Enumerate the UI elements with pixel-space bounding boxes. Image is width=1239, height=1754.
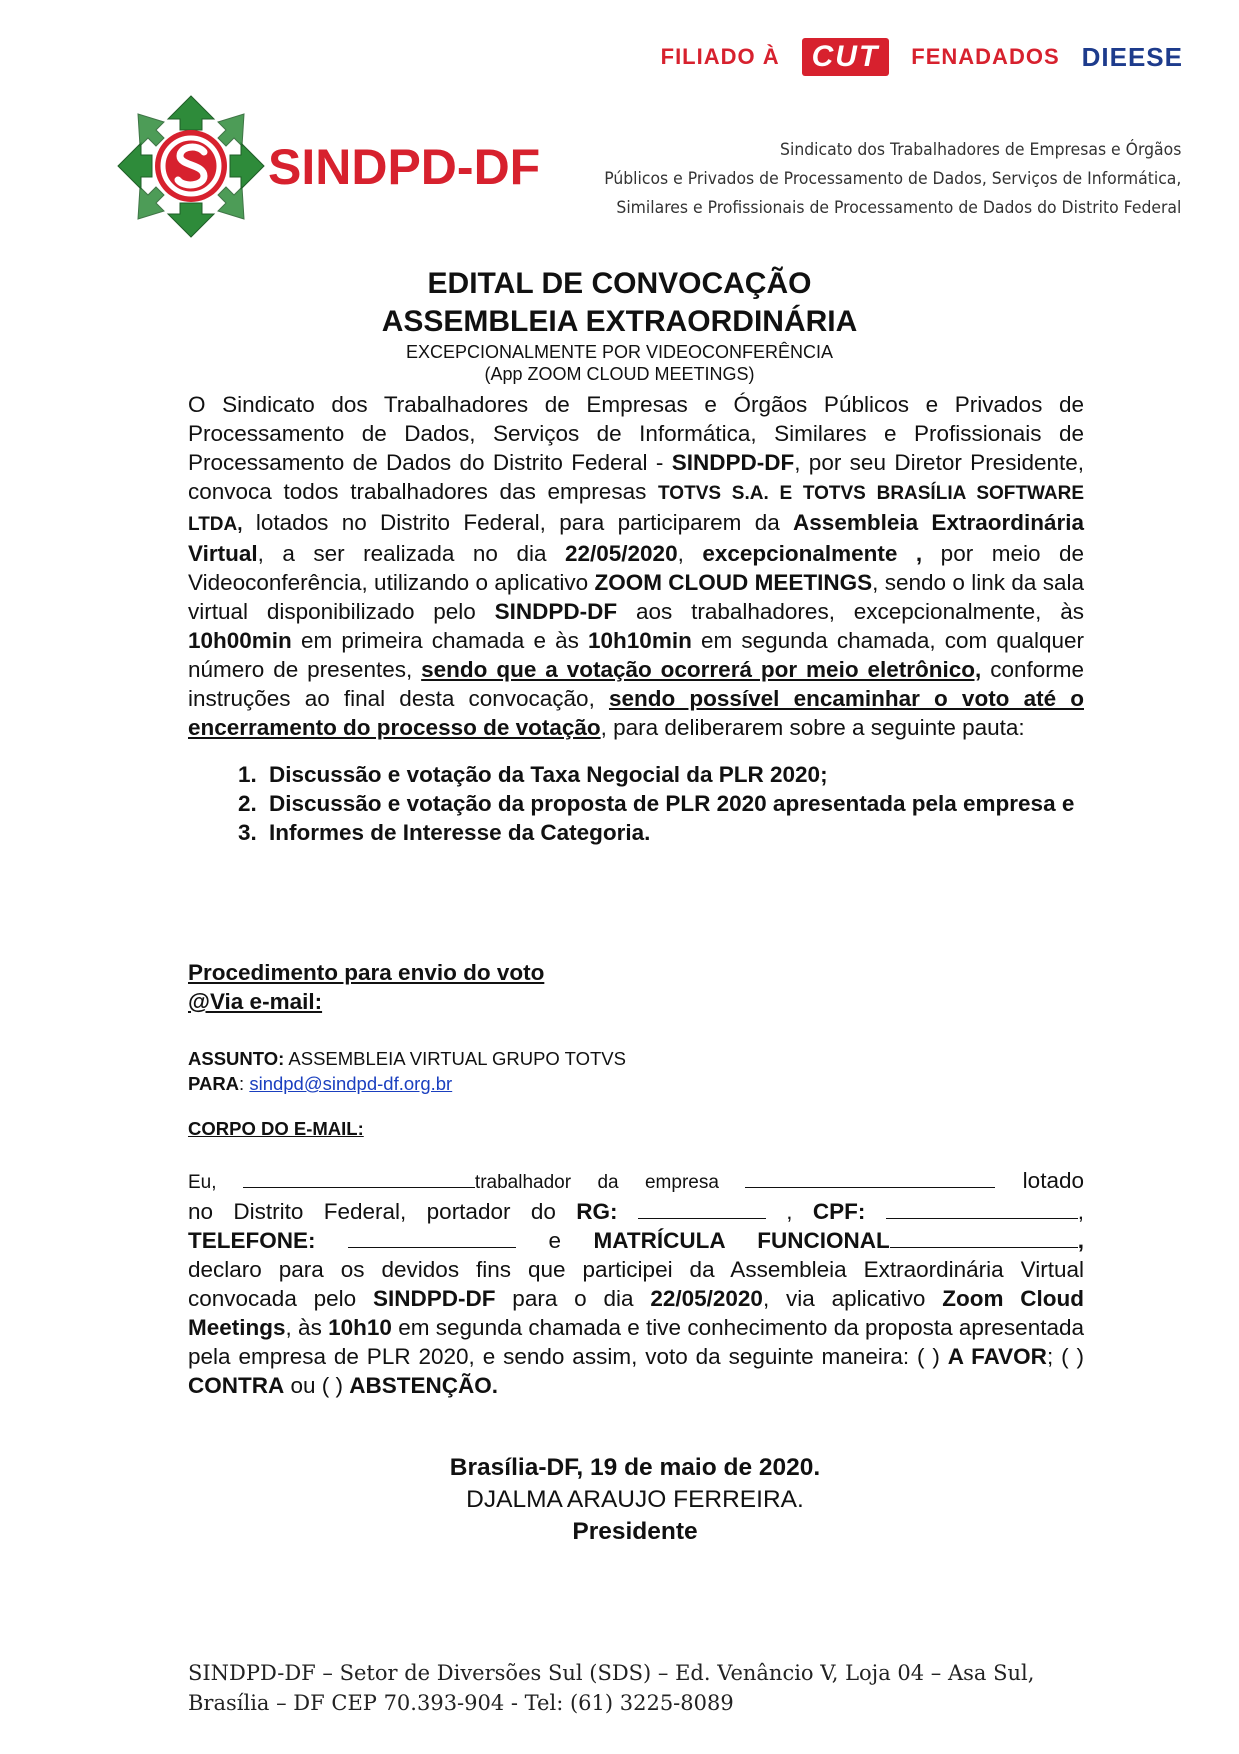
- text-run: aos trabalhadores, excepcionalmente, às: [617, 599, 1084, 624]
- email-link[interactable]: sindpd@sindpd-df.org.br: [249, 1073, 453, 1094]
- signer-role: Presidente: [572, 1518, 698, 1545]
- footer-line: SINDPD-DF – Setor de Diversões Sul (SDS) – Ed. Venâncio V, Loja 04 – Asa Sul,: [188, 1661, 1035, 1685]
- vote-favor-option: A FAVOR: [947, 1344, 1047, 1369]
- place-date: Brasília-DF, 19 de maio de 2020.: [449, 1454, 821, 1481]
- procedure-via: @Via e-mail:: [188, 989, 323, 1014]
- phone-blank[interactable]: [348, 1227, 516, 1248]
- text-run: declaro para os devidos fins que participei da Assembleia Extraordinária Virtual convocada pelo: [188, 1257, 1084, 1311]
- declaration-paragraph: [188, 1255, 1084, 1400]
- text-run: lotados no Distrito Federal, para participarem da: [242, 510, 794, 535]
- document-title-2: ASSEMBLEIA EXTRAORDINÁRIA: [381, 305, 858, 338]
- affiliations-bar: [661, 38, 1183, 76]
- exceptionally-text: excepcionalmente ,: [702, 541, 923, 566]
- phone-label: TELEFONE:: [188, 1228, 316, 1253]
- text-run: , às: [285, 1315, 329, 1340]
- email-body-heading: CORPO DO E-MAIL:: [188, 1118, 364, 1139]
- text-run: lotado: [995, 1168, 1084, 1193]
- first-call-time: 10h00min: [188, 628, 292, 653]
- footer-line: Brasília – DF CEP 70.393-904 - Tel: (61) 3225-8089: [188, 1691, 734, 1715]
- email-recipient: [188, 1071, 626, 1096]
- electronic-vote-note: sendo que a votação ocorrerá por meio eletrônico,: [421, 657, 982, 682]
- vote-deadline-note: sendo possível encaminhar o voto até o encerramento do processo de votação: [188, 686, 1084, 740]
- procedure-title: Procedimento para envio do voto: [188, 960, 545, 985]
- document-title-block: [0, 265, 1239, 385]
- text-run: por meio de Videoconferência, utilizando o aplicativo: [188, 541, 1084, 595]
- org-description-line: Sindicato dos Trabalhadores de Empresas e Órgãos: [779, 140, 1181, 160]
- text-run: :: [239, 1073, 250, 1094]
- agenda-item: 3. Informes de Interesse da Categoria.: [263, 818, 1084, 847]
- agenda-item: 2. Discussão e votação da proposta de PLR 2020 apresentada pela empresa e: [263, 789, 1084, 818]
- text-run: conforme instruções ao final desta convocação,: [188, 657, 1084, 711]
- app-name: Zoom Cloud Meetings: [188, 1286, 1085, 1340]
- text-run: O Sindicato dos Trabalhadores de Empresas e Órgãos Públicos e Privados de Processamento de Dados, Serviços de Informática, Similares e Profissionais de Processamento de Dados do Distrito Federal -: [188, 392, 1084, 475]
- name-blank[interactable]: [243, 1167, 475, 1188]
- second-call-time: 10h10: [328, 1315, 392, 1340]
- assembly-name: Assembleia Extraordinária Virtual: [188, 510, 1084, 566]
- company-blank[interactable]: [745, 1167, 995, 1188]
- cpf-label: CPF:: [812, 1199, 866, 1224]
- declaration-text: [188, 1166, 1084, 1400]
- assembly-date: 22/05/2020: [564, 541, 678, 566]
- org-name: SINDPD-DF: [671, 450, 795, 475]
- company-names: TOTVS S.A. E TOTVS BRASÍLIA SOFTWARE LTDA,: [188, 483, 1085, 535]
- document-title: EDITAL DE CONVOCAÇÃO: [427, 267, 812, 300]
- convocation-paragraph: [188, 390, 1084, 742]
- sindpd-logo-text: SINDPD-DF: [268, 138, 541, 195]
- org-description-line: Similares e Profissionais de Processamento de Dados do Distrito Federal: [616, 198, 1181, 218]
- text-run: ou ( ): [284, 1373, 350, 1398]
- text-run: , a ser realizada no dia: [257, 541, 565, 566]
- text-run: , via aplicativo: [762, 1286, 943, 1311]
- declaration-line: no Distrito Federal, portador do RG: , CPF: ,: [188, 1199, 1084, 1224]
- org-description: [604, 136, 1181, 223]
- vote-abstain-option: ABSTENÇÃO.: [349, 1373, 499, 1398]
- fenadados-logo: FENADADOS: [911, 44, 1060, 69]
- text-run: em segunda chamada, com qualquer número de presentes,: [188, 628, 1084, 682]
- registration-label: MATRÍCULA FUNCIONAL: [593, 1228, 890, 1253]
- affiliation-label: FILIADO À: [660, 44, 780, 69]
- agenda-item: 1. Discussão e votação da Taxa Negocial da PLR 2020;: [263, 760, 1084, 789]
- convocation-body: [188, 390, 1084, 847]
- rg-label: RG:: [576, 1199, 618, 1224]
- subject-label: ASSUNTO:: [188, 1048, 285, 1069]
- document-subtitle-app: (App ZOOM CLOUD MEETINGS): [484, 364, 755, 384]
- text-run: para o dia: [495, 1286, 651, 1311]
- footer-address: [188, 1658, 1034, 1718]
- org-description-line: Públicos e Privados de Processamento de Dados, Serviços de Informática,: [603, 169, 1181, 189]
- text-run: , sendo o link da sala virtual disponibilizado pelo: [188, 570, 1084, 624]
- text-run: e: [516, 1228, 594, 1253]
- declaration-line: [188, 1166, 1084, 1197]
- dieese-logo: DIEESE: [1081, 41, 1183, 72]
- email-meta: [188, 1046, 626, 1096]
- declaration-line: TELEFONE: e MATRÍCULA FUNCIONAL ,: [188, 1228, 1084, 1253]
- signature-block: [0, 1452, 1239, 1548]
- text-run: em segunda chamada e tive conhecimento da proposta apresentada pela empresa de PLR 2020, e sendo assim, voto da seguinte maneira: ( ): [188, 1315, 1084, 1369]
- cut-logo: CUT: [802, 38, 890, 76]
- app-name: ZOOM CLOUD MEETINGS: [594, 570, 873, 595]
- signer-name: DJALMA ARAUJO FERREIRA.: [466, 1486, 804, 1513]
- text-run: Eu,: [188, 1172, 243, 1193]
- cpf-blank[interactable]: [886, 1198, 1078, 1219]
- document-subtitle: EXCEPCIONALMENTE POR VIDEOCONFERÊNCIA: [405, 342, 834, 362]
- assembly-date: 22/05/2020: [650, 1286, 763, 1311]
- org-name: SINDPD-DF: [494, 599, 618, 624]
- subject-value: ASSEMBLEIA VIRTUAL GRUPO TOTVS: [284, 1048, 626, 1069]
- text-run: ,: [677, 541, 703, 566]
- text-run: , para deliberarem sobre a seguinte pauta:: [600, 715, 1025, 740]
- agenda-list: [188, 760, 1084, 847]
- registration-blank[interactable]: [890, 1227, 1078, 1248]
- sindpd-emblem-icon: [116, 94, 266, 239]
- vote-procedure-heading: [188, 958, 544, 1016]
- text-run: no Distrito Federal, portador do: [188, 1199, 577, 1224]
- second-call-time: 10h10min: [588, 628, 692, 653]
- org-name: SINDPD-DF: [373, 1286, 496, 1311]
- vote-against-option: CONTRA: [188, 1373, 285, 1398]
- text-run: em primeira chamada e às: [291, 628, 589, 653]
- sindpd-logo: [116, 94, 540, 239]
- text-run: trabalhador da empresa: [474, 1172, 746, 1193]
- email-subject: [188, 1046, 626, 1071]
- to-label: PARA: [188, 1073, 240, 1094]
- text-run: ; ( ): [1046, 1344, 1084, 1369]
- text-run: , por seu Diretor Presidente, convoca todos trabalhadores das empresas: [188, 450, 1084, 504]
- rg-blank[interactable]: [638, 1198, 766, 1219]
